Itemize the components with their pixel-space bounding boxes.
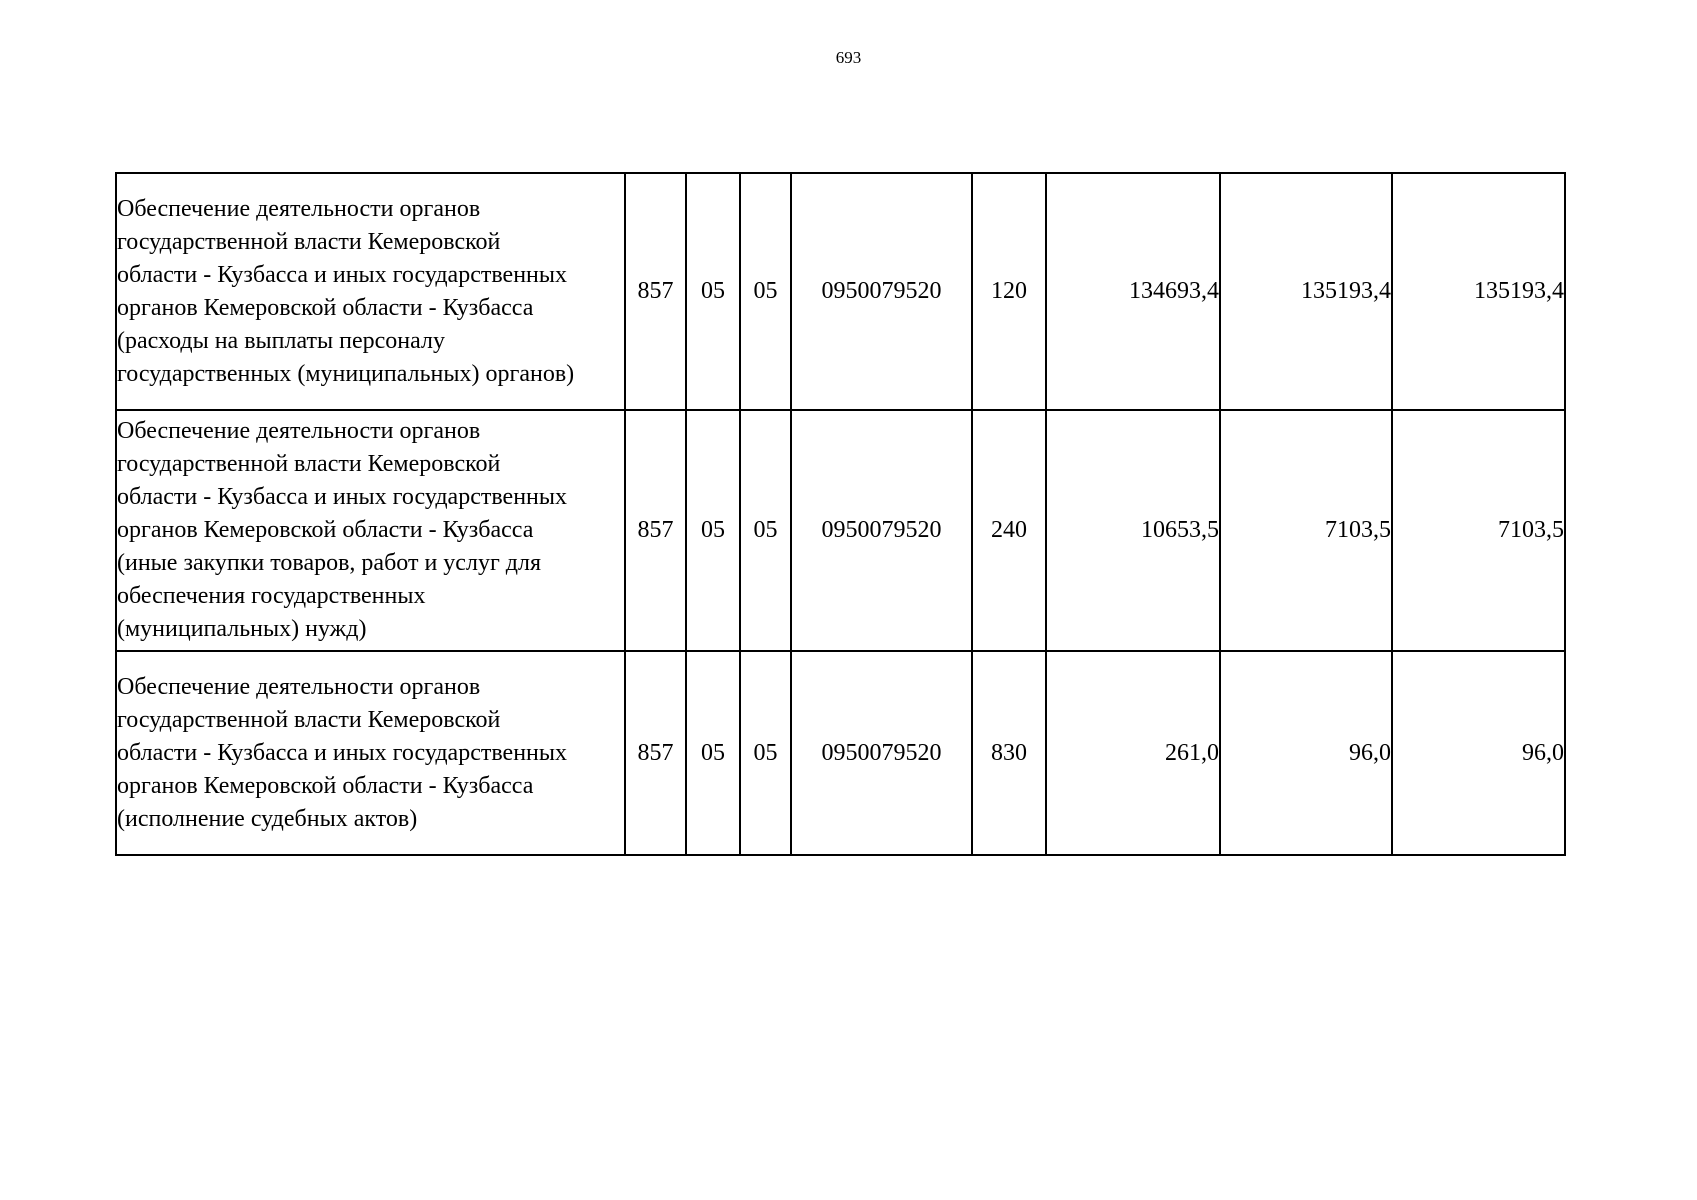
budget-table	[115, 172, 1566, 856]
subsection-code-cell: 05	[740, 651, 791, 855]
expense-type-cell: 830	[972, 651, 1046, 855]
row-description	[116, 173, 625, 410]
description-line: области - Кузбасса и иных государственных	[117, 484, 567, 510]
amount-3-cell: 7103,5	[1392, 410, 1565, 651]
table-row	[116, 651, 1565, 855]
table-row	[116, 173, 1565, 410]
amount-1-cell: 10653,5	[1046, 410, 1220, 651]
expense-type-cell: 240	[972, 410, 1046, 651]
target-article-cell: 0950079520	[791, 173, 972, 410]
description-line: (расходы на выплаты персоналу	[117, 327, 445, 354]
amount-2-cell: 7103,5	[1220, 410, 1392, 651]
expense-type-cell: 120	[972, 173, 1046, 410]
ved-code-cell: 857	[625, 173, 686, 410]
description-line: области - Кузбасса и иных государственных	[117, 261, 567, 288]
description-line: Обеспечение деятельности органов	[117, 673, 481, 700]
amount-2-cell: 135193,4	[1220, 173, 1392, 410]
amount-1-cell: 261,0	[1046, 651, 1220, 855]
description-line: государственной власти Кемеровской	[117, 451, 501, 477]
table-row	[116, 410, 1565, 651]
description-line: государственной власти Кемеровской	[117, 706, 501, 733]
description-line: государственных (муниципальных) органов)	[117, 360, 575, 387]
amount-3-cell: 96,0	[1392, 651, 1565, 855]
description-line: области - Кузбасса и иных государственных	[117, 739, 567, 766]
section-code-cell: 05	[686, 173, 740, 410]
row-description	[116, 410, 625, 651]
subsection-code-cell: 05	[740, 410, 791, 651]
description-line: (исполнение судебных актов)	[117, 805, 418, 832]
page-number: 693	[835, 48, 862, 67]
description-line: органов Кемеровской области - Кузбасса	[117, 294, 534, 321]
section-code-cell: 05	[686, 651, 740, 855]
target-article-cell: 0950079520	[791, 651, 972, 855]
description-line: обеспечения государственных	[117, 583, 426, 609]
amount-1-cell: 134693,4	[1046, 173, 1220, 410]
target-article-cell: 0950079520	[791, 410, 972, 651]
description-line: (муниципальных) нужд)	[117, 616, 367, 642]
description-line: государственной власти Кемеровской	[117, 228, 501, 255]
section-code-cell: 05	[686, 410, 740, 651]
amount-2-cell: 96,0	[1220, 651, 1392, 855]
description-line: Обеспечение деятельности органов	[117, 418, 481, 444]
description-line: Обеспечение деятельности органов	[117, 195, 481, 222]
description-line: (иные закупки товаров, работ и услуг для	[117, 550, 542, 576]
ved-code-cell: 857	[625, 651, 686, 855]
description-line: органов Кемеровской области - Кузбасса	[117, 517, 534, 543]
description-line: органов Кемеровской области - Кузбасса	[117, 772, 534, 799]
row-description	[116, 651, 625, 855]
subsection-code-cell: 05	[740, 173, 791, 410]
amount-3-cell: 135193,4	[1392, 173, 1565, 410]
ved-code-cell: 857	[625, 410, 686, 651]
